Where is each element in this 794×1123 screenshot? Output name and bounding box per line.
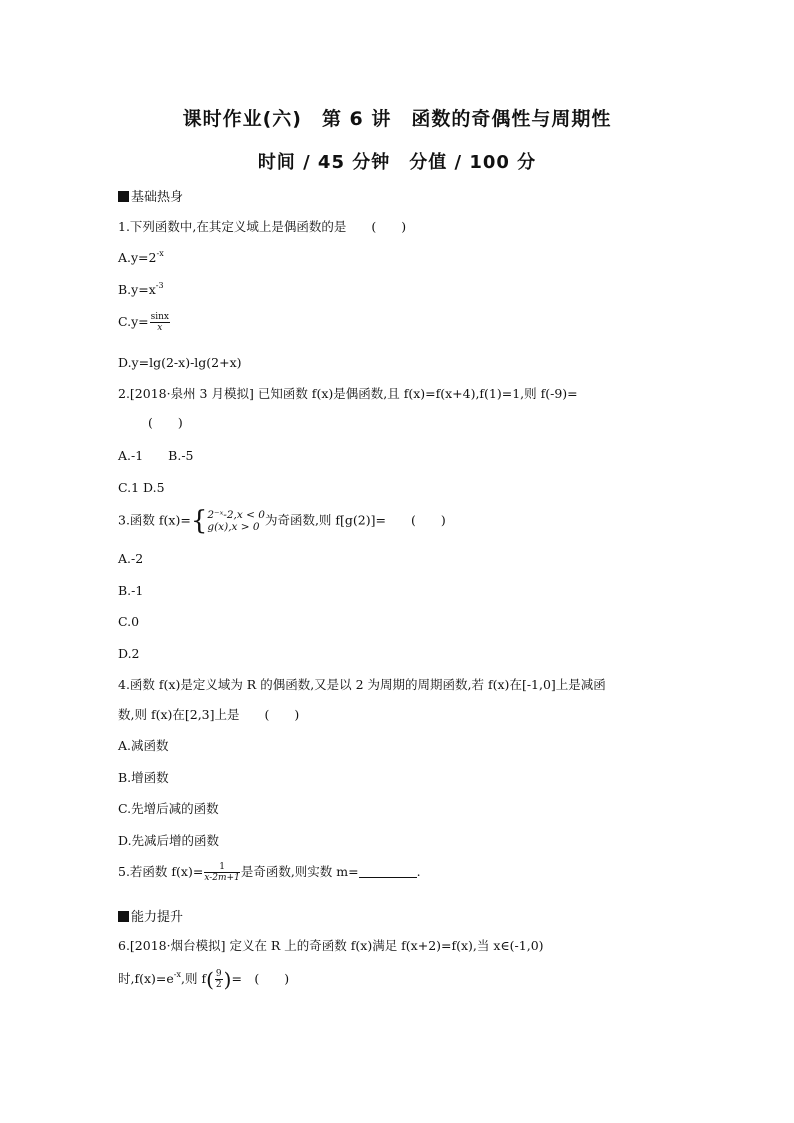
question-4-stem-line1: 4.函数 f(x)是定义域为 R 的偶函数,又是以 2 为周期的周期函数,若 f(x)在[-1,0]上是减函: [118, 677, 606, 692]
page-subtitle: 时间 / 45 分钟 分值 / 100 分: [257, 152, 537, 173]
question-1-option-b: [118, 282, 164, 298]
question-1-option-c: [118, 312, 171, 333]
question-3-option-b: B.-1: [118, 583, 144, 598]
stem-text: 时,f(x)=e: [118, 971, 174, 986]
case-line: 2⁻ˣ-2,x < 0: [207, 509, 265, 521]
fraction: [150, 312, 170, 333]
stem-text: 3.函数 f(x)=: [118, 512, 191, 528]
option-text: B.y=x: [118, 282, 156, 297]
answer-blank[interactable]: [359, 865, 417, 878]
section-header-advanced: [118, 906, 183, 925]
fraction-numerator: 9: [215, 969, 222, 979]
stem-text: 5.若函数 f(x)=: [118, 864, 204, 879]
black-square-icon: [118, 191, 129, 202]
stem-text: ,则 f: [181, 971, 207, 986]
black-square-icon: [118, 911, 129, 922]
section-header-basic: [118, 186, 183, 205]
section-label: 能力提升: [131, 910, 184, 925]
question-2-options-ab: A.-1 B.-5: [118, 448, 194, 463]
question-3-option-c: C.0: [118, 614, 140, 629]
stem-text: = ( ): [231, 971, 290, 986]
left-paren: (: [206, 967, 214, 992]
right-paren: ): [223, 967, 232, 992]
fraction-denominator: x: [157, 323, 163, 333]
fraction: [215, 969, 223, 990]
stem-text: .: [416, 864, 421, 879]
question-1-option-d: D.y=lg(2-x)-lg(2+x): [118, 355, 242, 370]
fraction-numerator: sinx: [150, 312, 170, 322]
question-4-stem-line2: 数,则 f(x)在[2,3]上是 ( ): [118, 707, 300, 722]
question-6-stem-line2: [118, 969, 289, 990]
question-4-option-b: B.增函数: [118, 770, 169, 785]
question-2-stem: 2.[2018·泉州 3 月模拟] 已知函数 f(x)是偶函数,且 f(x)=f(x+4),f(1)=1,则 f(-9)=: [118, 386, 578, 401]
question-3-option-a: A.-2: [118, 551, 144, 566]
question-6-stem-line1: 6.[2018·烟台模拟] 定义在 R 上的奇函数 f(x)满足 f(x+2)=f(x),当 x∈(-1,0): [118, 938, 544, 953]
stem-text: 是奇函数,则实数 m=: [240, 864, 359, 879]
fraction-denominator: 2: [215, 980, 222, 990]
question-2-paren: ( ): [148, 415, 183, 430]
page-title: 课时作业(六) 第 6 讲 函数的奇偶性与周期性: [182, 108, 612, 130]
stem-text: 为奇函数,则 f[g(2)]= ( ): [264, 512, 446, 528]
exponent: -x: [173, 970, 181, 979]
section-label: 基础热身: [131, 190, 184, 205]
exponent: -x: [156, 249, 164, 258]
exponent: -3: [155, 281, 164, 290]
fraction-numerator: 1: [204, 862, 240, 873]
option-text: C.y=: [118, 314, 149, 329]
question-3-option-d: D.2: [118, 646, 140, 661]
question-2-options-cd: C.1 D.5: [118, 480, 165, 495]
question-3-stem: [118, 508, 446, 534]
question-5-stem: [118, 862, 421, 883]
fraction-denominator: x-2m+1: [204, 873, 240, 883]
question-4-option-c: C.先增后减的函数: [118, 801, 219, 816]
question-1-stem: 1.下列函数中,在其定义域上是偶函数的是 ( ): [118, 219, 407, 234]
fraction: [204, 862, 240, 883]
option-text: A.y=2: [118, 250, 157, 265]
question-1-option-a: [118, 250, 164, 266]
left-brace: {: [190, 506, 208, 536]
question-4-option-d: D.先减后增的函数: [118, 833, 220, 848]
question-4-option-a: A.减函数: [118, 738, 169, 753]
case-line: g(x),x > 0: [207, 521, 260, 533]
piecewise-cases: [207, 509, 265, 533]
